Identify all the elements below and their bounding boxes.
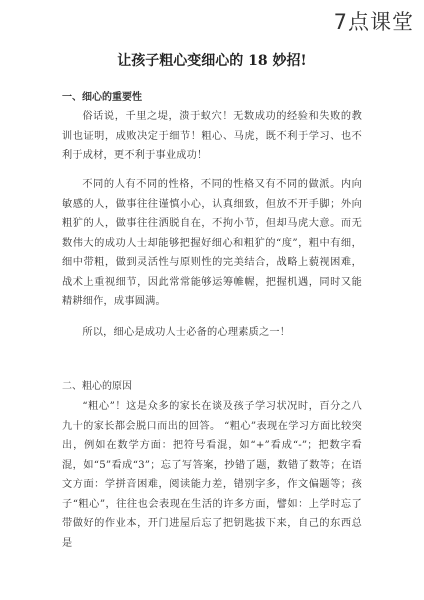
document-title: 让孩子粗心变细心的 18 妙招!: [117, 53, 307, 69]
section-heading: 二、粗心的原因: [62, 381, 132, 392]
paragraph: 俗话说，千里之堤，溃于蚁穴！无数成功的经验和失败的教训也证明，成败决定于细节！粗心、马虎，既不利于学习、也不利于成材，更不利于事业成功！: [62, 111, 362, 161]
paragraph: “粗心”！这是众多的家长在谈及孩子学习状况时，百分之八九十的家长都会脱口而出的回答。 “粗心”表现在学习方面比较突出，例如在数学方面：把符号看混，如“+”看成“-”；把数字看混，如“5”看成“3”；忘了写答案，抄错了题，数错了数等；在语文方面：学拼音困难，阅读能力差，错别字多，作文偏题等；孩子“粗心”，往往也会表现在生活的许多方面，譬如：上学时忘了带做好的作业本，开门进屋后忘了把钥匙拔下来，自己的东西总是: [62, 401, 362, 549]
paragraph: 所以，细心是成功人士必备的心理素质之一！: [82, 327, 291, 338]
watermark: 7点课堂: [333, 10, 414, 34]
paragraph: 不同的人有不同的性格，不同的性格又有不同的做派。内向敏感的人，做事往往谨慎小心，认真细致，但放不开手脚；外向粗犷的人，做事往往洒脱自在，不拘小节，但却马虎大意。而无数伟大的成功人士却能够把握好细心和粗犷的“度”，粗中有细，细中带粗，做到灵活性与原则性的完美结合，战略上藐视困难，战术上重视细节，因此常常能够运筹帷幄，把握机遇，同时又能精耕细作，成事圆满。: [62, 179, 362, 307]
section-heading: 一、细心的重要性: [62, 92, 142, 103]
